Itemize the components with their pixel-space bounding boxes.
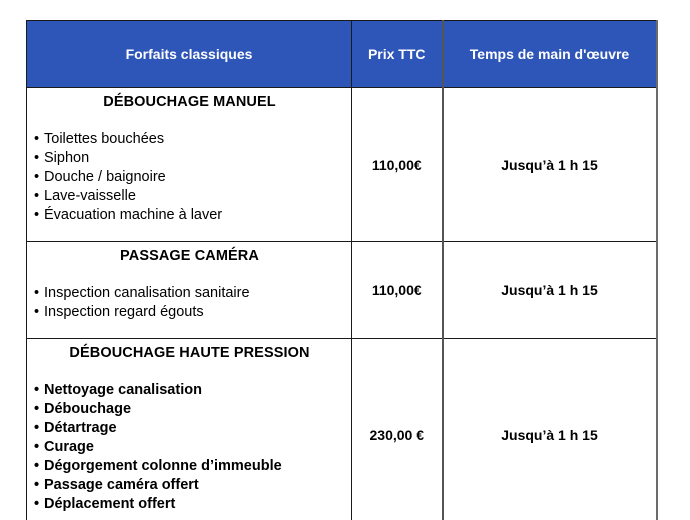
table-row — [27, 339, 657, 520]
pricing-table — [26, 20, 658, 520]
bullet-icon: • — [34, 169, 40, 185]
labor-time-cell: Jusqu’à 1 h 15 — [443, 88, 657, 242]
item-label: Siphon — [44, 150, 90, 166]
bullet-icon: • — [34, 420, 40, 436]
package-title: PASSAGE CAMÉRA — [120, 248, 259, 264]
item-label: Déplacement offert — [44, 496, 176, 512]
price-cell: 230,00 € — [352, 339, 443, 520]
item-label: Détartrage — [44, 420, 117, 436]
package-cell-manual-unclogging — [27, 88, 352, 242]
list-item — [34, 206, 345, 225]
package-title: DÉBOUCHAGE MANUEL — [103, 94, 276, 110]
item-label: Évacuation machine à laver — [44, 207, 223, 223]
bullet-icon: • — [34, 207, 40, 223]
bullet-icon: • — [34, 401, 40, 417]
list-item — [34, 400, 345, 419]
bullet-icon: • — [34, 304, 40, 320]
bullet-icon: • — [34, 477, 40, 493]
bullet-icon: • — [34, 496, 40, 512]
list-item — [34, 476, 345, 495]
list-item — [34, 168, 345, 187]
package-items-list — [34, 284, 345, 322]
list-item — [34, 284, 345, 303]
item-label: Lave-vaisselle — [44, 188, 136, 204]
item-label: Inspection canalisation sanitaire — [44, 285, 250, 301]
list-item — [34, 419, 345, 438]
list-item — [34, 187, 345, 206]
header-price: Prix TTC — [352, 21, 443, 88]
item-label: Débouchage — [44, 401, 132, 417]
labor-time-cell: Jusqu’à 1 h 15 — [443, 242, 657, 339]
item-label: Nettoyage canalisation — [44, 382, 202, 398]
header-packages: Forfaits classiques — [27, 21, 352, 88]
bullet-icon: • — [34, 439, 40, 455]
item-label: Inspection regard égouts — [44, 304, 204, 320]
list-item — [34, 495, 345, 514]
list-item — [34, 149, 345, 168]
list-item — [34, 303, 345, 322]
package-title: DÉBOUCHAGE HAUTE PRESSION — [69, 345, 310, 361]
item-label: Douche / baignoire — [44, 169, 166, 185]
package-items-list — [34, 130, 345, 225]
bullet-icon: • — [34, 382, 40, 398]
item-label: Dégorgement colonne d’immeuble — [44, 458, 282, 474]
labor-time-cell: Jusqu’à 1 h 15 — [443, 339, 657, 520]
list-item — [34, 130, 345, 149]
price-cell: 110,00€ — [352, 242, 443, 339]
bullet-icon: • — [34, 458, 40, 474]
package-cell-camera-inspection — [27, 242, 352, 339]
item-label: Toilettes bouchées — [44, 131, 165, 147]
table-row — [27, 242, 657, 339]
package-items-list — [34, 381, 345, 514]
bullet-icon: • — [34, 188, 40, 204]
item-label: Curage — [44, 439, 94, 455]
header-labor-time: Temps de main d'œuvre — [443, 21, 657, 88]
bullet-icon: • — [34, 131, 40, 147]
list-item — [34, 381, 345, 400]
list-item — [34, 457, 345, 476]
list-item — [34, 438, 345, 457]
bullet-icon: • — [34, 285, 40, 301]
item-label: Passage caméra offert — [44, 477, 199, 493]
bullet-icon: • — [34, 150, 40, 166]
package-cell-high-pressure-unclogging — [27, 339, 352, 520]
table-header-row — [27, 21, 657, 88]
price-cell: 110,00€ — [352, 88, 443, 242]
table-row — [27, 88, 657, 242]
